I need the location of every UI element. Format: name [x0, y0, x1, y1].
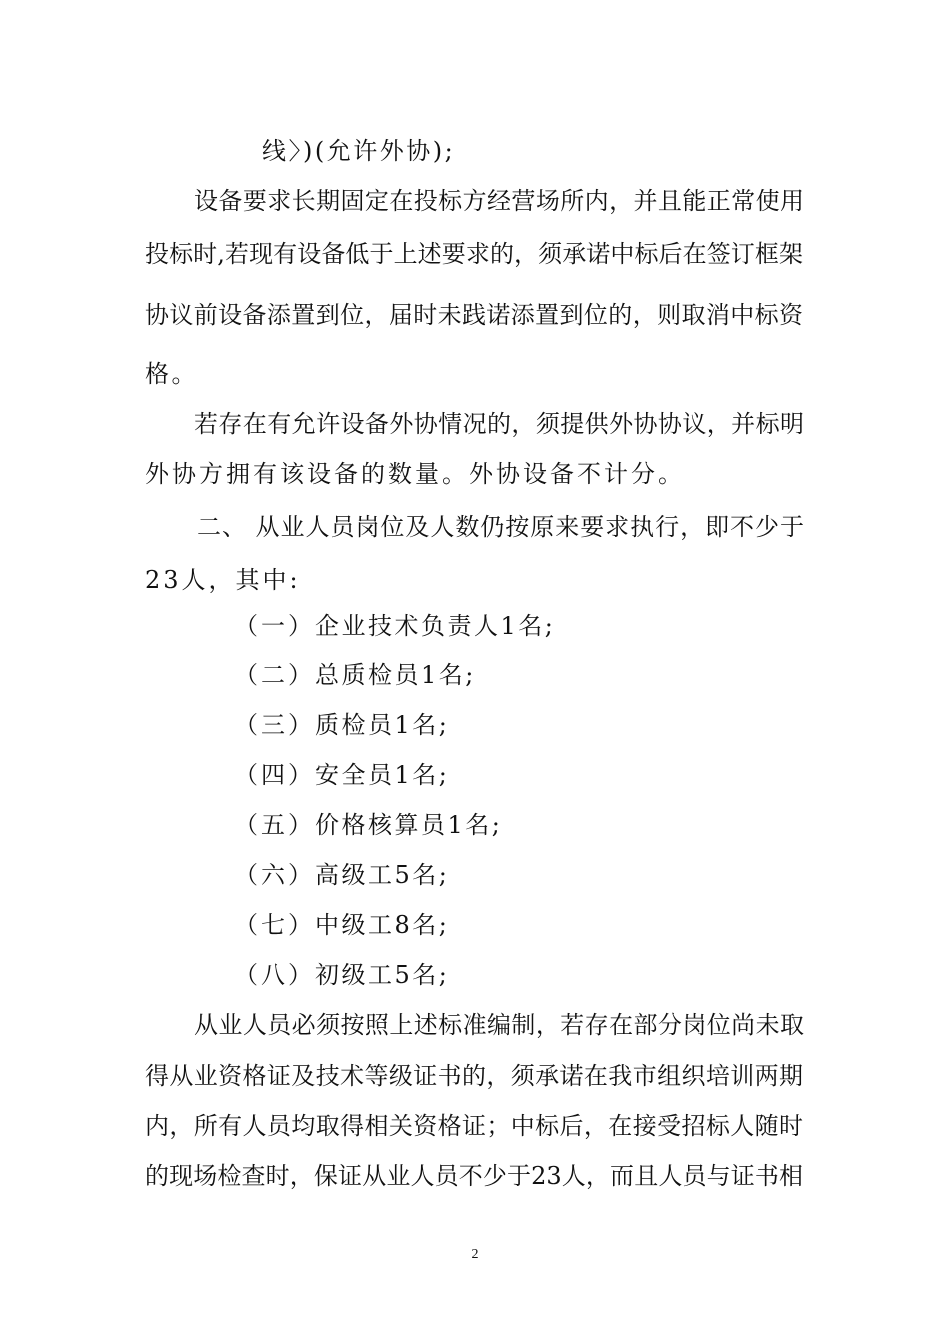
list-item-number: （五）: [234, 811, 315, 839]
list-item-text: 初级工5名;: [315, 961, 450, 989]
list-item-text: 价格核算员1名;: [315, 811, 503, 839]
list-item: [0, 910, 950, 940]
list-item-number: （七）: [234, 911, 315, 939]
text-line-7: 外协方拥有该设备的数量。外协设备不计分。: [145, 460, 685, 488]
text-line-1: 线〉)(允许外协);: [262, 137, 456, 165]
section-heading-2: 二、 从业人员岗位及人数仍按原来要求执行，即不少于: [197, 513, 804, 541]
list-item: [0, 660, 950, 690]
page-number: 2: [471, 1247, 479, 1262]
list-item: [0, 760, 950, 790]
list-item-text: 中级工8名;: [315, 911, 450, 939]
closing-line-1: 从业人员必须按照上述标准编制，若存在部分岗位尚未取: [194, 1011, 804, 1039]
list-item: [0, 810, 950, 840]
list-item: [0, 960, 950, 990]
text-line-4: 协议前设备添置到位，届时未践诺添置到位的，则取消中标资: [145, 301, 803, 329]
text-line-2: 设备要求长期固定在投标方经营场所内，并且能正常使用: [194, 187, 804, 215]
text-line-5: 格。: [145, 360, 198, 388]
list-item-number: （一）: [234, 612, 315, 640]
list-item-text: 质检员1名;: [315, 711, 450, 739]
closing-line-3: 内，所有人员均取得相关资格证；中标后，在接受招标人随时: [145, 1112, 803, 1140]
list-item-number: （二）: [234, 661, 315, 689]
list-item-number: （三）: [234, 711, 315, 739]
text-line-6: 若存在有允许设备外协情况的，须提供外协协议，并标明: [194, 410, 804, 438]
text-line-9: 23人，其中:: [145, 566, 301, 594]
list-item-number: （八）: [234, 961, 315, 989]
list-item-text: 企业技术负责人1名;: [315, 612, 556, 640]
list-item: [0, 710, 950, 740]
list-item-text: 高级工5名;: [315, 861, 450, 889]
closing-line-4: 的现场检查时，保证从业人员不少于23人，而且人员与证书相: [145, 1162, 803, 1190]
list-item: [0, 860, 950, 890]
list-item-number: （四）: [234, 761, 315, 789]
list-item-number: （六）: [234, 861, 315, 889]
closing-line-2: 得从业资格证及技术等级证书的，须承诺在我市组织培训两期: [145, 1062, 803, 1090]
list-item: [0, 611, 950, 641]
text-line-3: 投标时,若现有设备低于上述要求的，须承诺中标后在签订框架: [145, 240, 803, 268]
list-item-text: 总质检员1名;: [315, 661, 476, 689]
list-item-text: 安全员1名;: [315, 761, 450, 789]
